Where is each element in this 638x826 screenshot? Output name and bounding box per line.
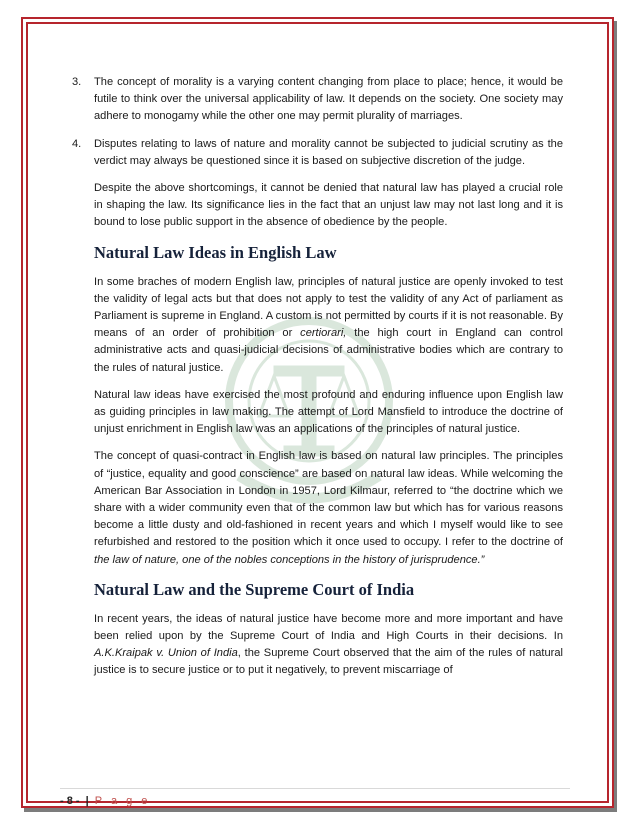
paragraph: Natural law ideas have exercised the most profound and enduring influence upon English law as guiding principles in law making. The attempt of Lord Mansfield to introduce the doctrine of unjust enrichment in English law was an applications of the principles of natural justice. [94,388,563,436]
paragraph [94,611,563,680]
paragraph-italic: A.K.Kraipak v. Union of India [94,647,238,660]
list-item-text: Disputes relating to laws of nature and morality cannot be subjected to judicial scrutiny as the verdict may always be questioned since it is based on subjective discretion of the judge. [94,137,563,167]
paragraph-italic: certiorari, [300,327,347,340]
paragraph-italic: the law of nature, one of the nobles conceptions in the history of jurisprudence.” [94,553,485,566]
paragraph-text: , the Supreme Court observed that the aim of the rules of natural justice is to secure justice or to put it negatively, to prevent miscarriage of [94,647,563,677]
footer-separator: | [85,795,89,807]
paragraph [94,274,563,377]
paragraph [94,448,563,568]
page-label: P a g e [94,795,151,807]
list-item-number: 3. [72,76,82,88]
section-heading-english-law: Natural Law Ideas in English Law [94,242,337,262]
intro-paragraph: Despite the above shortcomings, it cannot be denied that natural law has played a crucial role in shaping the law. Its significance lies in the fact that an unjust law may not last long and it is bound to lose public support in the absence of obedience by the people. [94,182,563,229]
list-item-number: 4. [72,137,82,150]
page-content [72,74,564,690]
list-item-text: The concept of morality is a varying content changing from place to place; hence, it would be futile to think over the universal applicability of law. It depends on the society. One society may adhere to monogamy while the other one may permit plurality of marriages. [94,76,563,123]
page-footer [60,788,570,807]
paragraph-text: The concept of quasi-contract in English law is based on natural law principles. The principles of “justice, equality and good conscience” are based on natural law ideas. While welcoming the American Bar Association in London in 1957, Lord Kilmaur, referred to “the doctrine which we share with a wider community even that of the common law but which has for various reasons become a little dusty and old-fashioned in recent years and which I myself would like to see refurbished and restored to the position which it once used to occupy. I refer to the doctrine of [94,450,563,549]
paragraph-text: the high court in England can control administrative acts and quasi-judicial decisions of administrative bodies which are contrary to the rules of natural justice. [94,327,564,374]
paragraph-text: In some braches of modern English law, principles of natural justice are openly invoked to test the validity of legal acts but that does not apply to test the validity of any Act of parliament as Parliament is supreme in England. A custom is not permitted by courts if it is not reasonable. By means of an order of prohibition or [94,275,563,340]
paragraph-text: In recent years, the ideas of natural justice have become more and more important and have been relied upon by the Supreme Court of India and High Courts in their decisions. In [94,612,563,643]
page-number: - 8 - [60,795,80,807]
list-item [72,74,563,126]
section-heading-supreme-court: Natural Law and the Supreme Court of India [94,579,415,599]
list-item [72,136,563,170]
